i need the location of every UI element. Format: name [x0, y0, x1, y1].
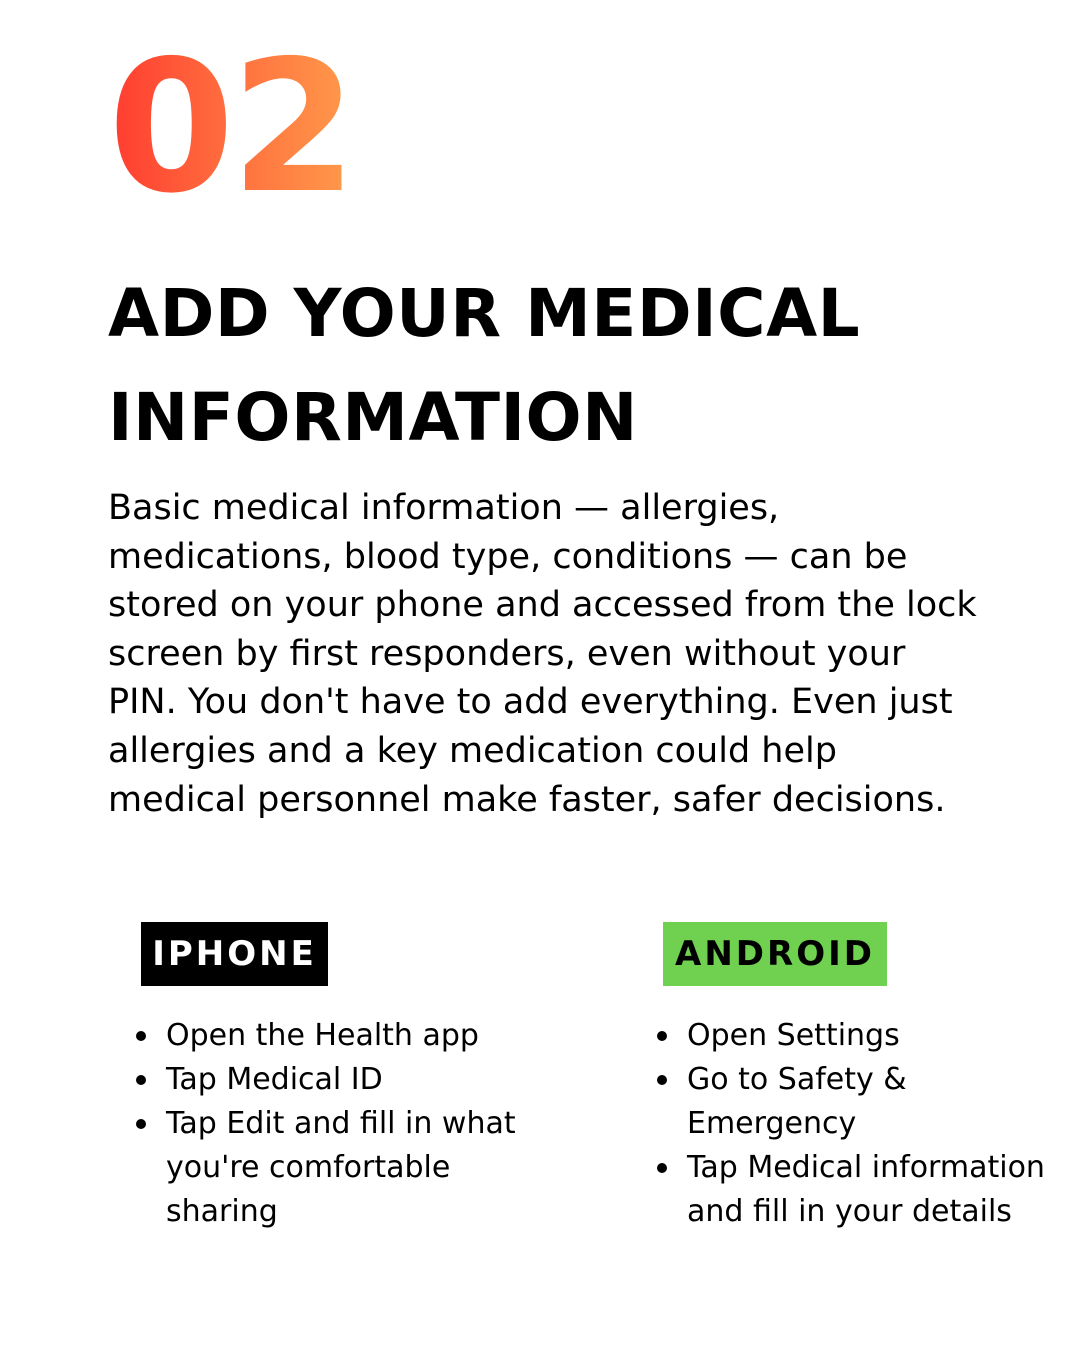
step-number: 02: [108, 21, 354, 233]
iphone-step-3: Tap Edit and fill in what you're comfortable sharing: [136, 1102, 536, 1234]
iphone-step-2: Tap Medical ID: [136, 1058, 536, 1102]
android-step-3: Tap Medical information and fill in your details: [657, 1146, 1057, 1234]
iphone-steps-list: [136, 1014, 536, 1234]
body-paragraph: Basic medical information — allergies, medications, blood type, conditions — can be stored on your phone and accessed from the lock screen by first responders, even without your PIN. You don't have to add everything. Even just allergies and a key medication could help medical personnel make faster, safer decisions.: [108, 488, 977, 820]
iphone-badge: IPHONE: [141, 922, 328, 986]
android-step-2: Go to Safety & Emergency: [657, 1058, 1057, 1146]
android-step-1: Open Settings: [657, 1014, 1057, 1058]
android-badge: ANDROID: [663, 922, 887, 986]
page-title: ADD YOUR MEDICAL INFORMATION: [108, 275, 861, 456]
iphone-step-1: Open the Health app: [136, 1014, 536, 1058]
android-steps-list: [657, 1014, 1057, 1234]
